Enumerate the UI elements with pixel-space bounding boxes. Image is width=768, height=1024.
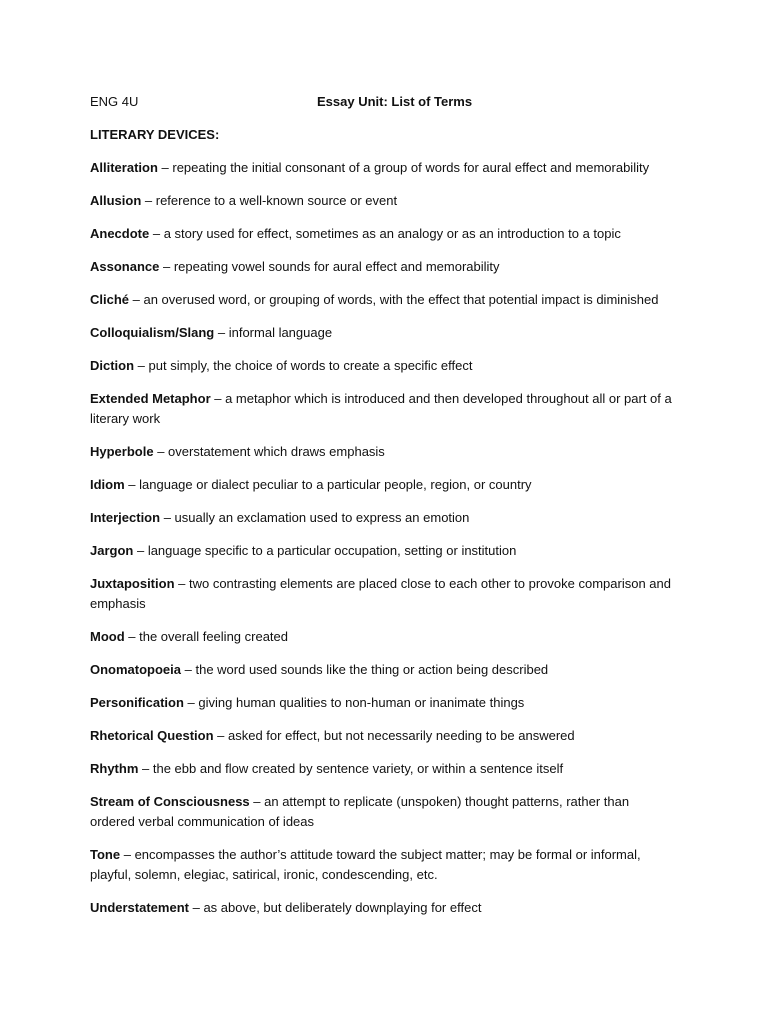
term-entry — [90, 290, 676, 310]
term-definition: the ebb and flow created by sentence variety, or within a sentence itself — [152, 761, 564, 776]
term-name: Diction — [90, 358, 135, 373]
term-separator: – — [141, 193, 156, 208]
term-separator: – — [124, 629, 140, 644]
term-separator: – — [249, 794, 265, 809]
term-entry — [90, 257, 676, 277]
term-name: Extended Metaphor — [90, 391, 211, 406]
term-separator: – — [138, 761, 153, 776]
term-name: Idiom — [90, 477, 125, 492]
term-definition: two contrasting elements are placed close to each other to provoke comparison and emphasis — [90, 576, 671, 611]
term-name: Rhetorical Question — [90, 728, 214, 743]
term-name: Anecdote — [90, 226, 150, 241]
term-definition: informal language — [228, 325, 333, 340]
term-definition: the overall feeling created — [139, 629, 288, 644]
term-separator: – — [214, 325, 229, 340]
term-definition: put simply, the choice of words to create a specific effect — [148, 358, 473, 373]
terms-list — [90, 158, 676, 931]
term-name: Personification — [90, 695, 184, 710]
term-name: Assonance — [90, 259, 160, 274]
term-separator: – — [133, 543, 148, 558]
term-name: Allusion — [90, 193, 142, 208]
term-entry — [90, 845, 676, 885]
term-entry — [90, 541, 676, 561]
term-entry — [90, 158, 676, 178]
term-entry — [90, 224, 676, 244]
term-separator: – — [181, 662, 196, 677]
document-title: Essay Unit: List of Terms — [317, 94, 473, 109]
term-name: Interjection — [90, 510, 161, 525]
term-definition: repeating vowel sounds for aural effect and memorability — [173, 259, 500, 274]
term-separator: – — [157, 160, 173, 175]
term-entry — [90, 508, 676, 528]
term-entry — [90, 726, 676, 746]
term-definition: language or dialect peculiar to a particular people, region, or country — [139, 477, 532, 492]
term-entry — [90, 191, 676, 211]
term-entry — [90, 475, 676, 495]
term-name: Onomatopoeia — [90, 662, 182, 677]
term-definition: overstatement which draws emphasis — [168, 444, 385, 459]
term-definition: giving human qualities to non-human or inanimate things — [198, 695, 525, 710]
term-name: Stream of Consciousness — [90, 794, 250, 809]
term-definition: a metaphor which is introduced and then developed throughout all or part of a literary work — [90, 391, 672, 426]
term-name: Cliché — [90, 292, 130, 307]
term-separator: – — [134, 358, 149, 373]
term-entry — [90, 627, 676, 647]
term-entry — [90, 660, 676, 680]
term-separator: – — [160, 510, 175, 525]
term-entry — [90, 442, 676, 462]
term-separator: – — [129, 292, 144, 307]
term-name: Jargon — [90, 543, 134, 558]
term-name: Mood — [90, 629, 125, 644]
term-definition: repeating the initial consonant of a group of words for aural effect and memorability — [172, 160, 650, 175]
term-entry — [90, 792, 676, 832]
term-separator: – — [210, 391, 226, 406]
term-separator: – — [188, 900, 204, 915]
term-separator: – — [174, 576, 189, 591]
term-entry — [90, 693, 676, 713]
term-definition: the word used sounds like the thing or action being described — [195, 662, 549, 677]
term-definition: as above, but deliberately downplaying for effect — [203, 900, 482, 915]
term-separator: – — [159, 259, 174, 274]
term-name: Tone — [90, 847, 121, 862]
term-entry — [90, 759, 676, 779]
term-definition: language specific to a particular occupation, setting or institution — [147, 543, 517, 558]
term-separator: – — [124, 477, 140, 492]
term-entry — [90, 574, 676, 614]
term-separator: – — [153, 444, 169, 459]
term-definition: an attempt to replicate (unspoken) thought patterns, rather than ordered verbal communication of ideas — [90, 794, 630, 829]
term-separator: – — [149, 226, 164, 241]
term-entry — [90, 323, 676, 343]
term-entry — [90, 898, 676, 918]
term-definition: usually an exclamation used to express an emotion — [174, 510, 470, 525]
term-entry — [90, 356, 676, 376]
term-definition: asked for effect, but not necessarily needing to be answered — [228, 728, 575, 743]
course-code: ENG 4U — [90, 94, 139, 109]
term-entry — [90, 389, 676, 429]
term-name: Juxtaposition — [90, 576, 175, 591]
term-separator: – — [120, 847, 135, 862]
term-definition: encompasses the author’s attitude toward the subject matter; may be formal or informal, playful, solemn, elegiac, satirical, ironic, condescending, etc. — [90, 847, 641, 882]
term-name: Rhythm — [90, 761, 139, 776]
term-separator: – — [213, 728, 228, 743]
term-name: Hyperbole — [90, 444, 154, 459]
document-header — [90, 93, 690, 111]
term-definition: an overused word, or grouping of words, with the effect that potential impact is diminished — [143, 292, 659, 307]
term-separator: – — [183, 695, 199, 710]
section-heading: LITERARY DEVICES: — [90, 127, 220, 142]
term-name: Alliteration — [90, 160, 158, 175]
term-name: Understatement — [90, 900, 189, 915]
term-definition: a story used for effect, sometimes as an analogy or as an introduction to a topic — [163, 226, 621, 241]
term-definition: reference to a well-known source or event — [155, 193, 398, 208]
term-name: Colloquialism/Slang — [90, 325, 215, 340]
